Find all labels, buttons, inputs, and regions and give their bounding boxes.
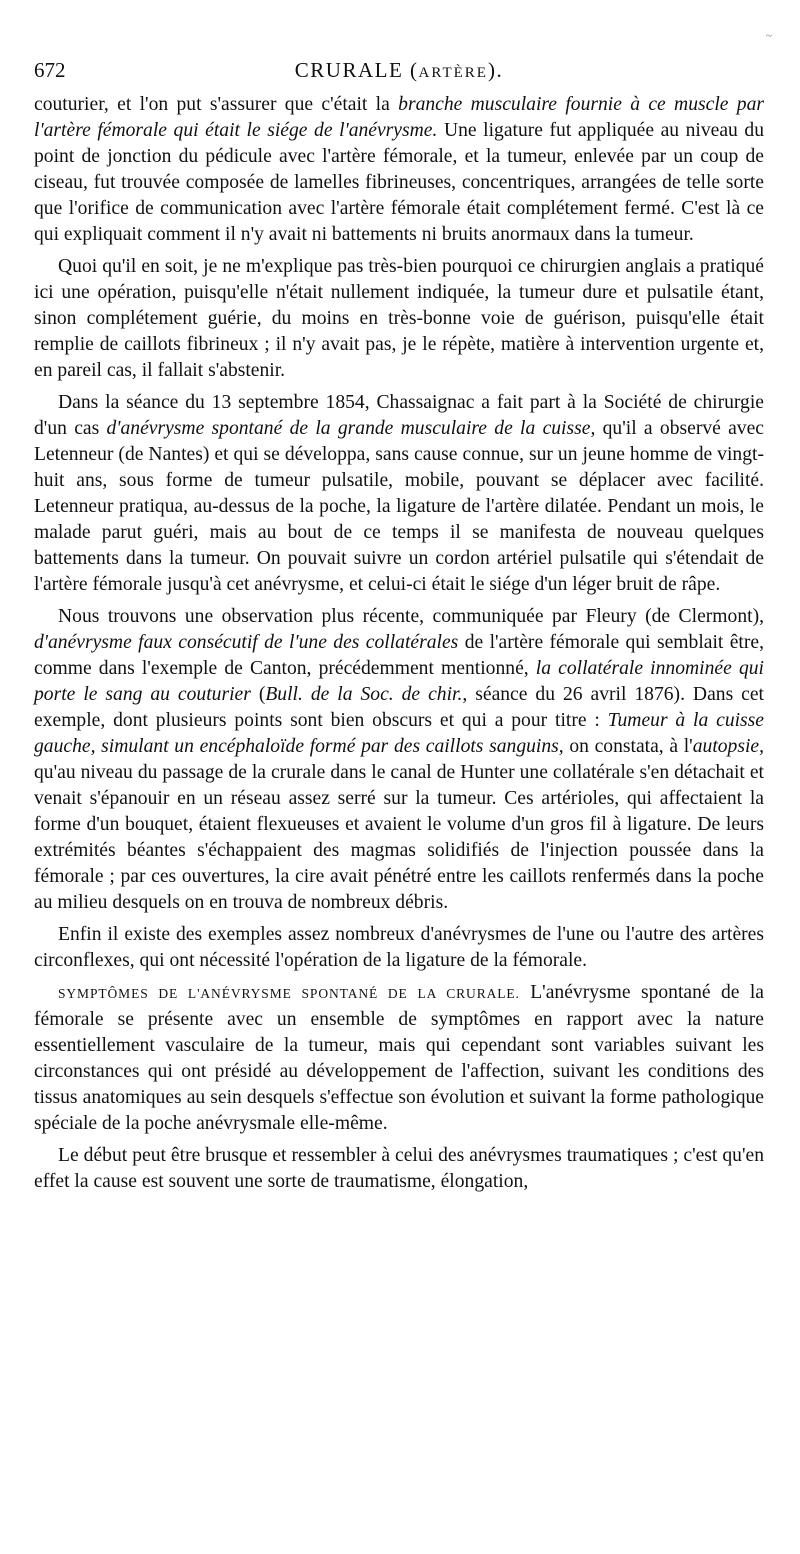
italic-run: Tumeur à la cuisse gauche, simulant un encéphaloïde formé par des caillots sanguins, <box>34 710 765 757</box>
paragraph-1 <box>34 92 764 248</box>
paragraph-6 <box>34 980 764 1137</box>
running-title-end: ). <box>487 58 504 82</box>
text-run: Nous trouvons une observation plus récente, communiquée par Fleury (de Clermont), <box>58 606 764 627</box>
text-run: Enfin il existe des exemples assez nombreux d'anévrysmes de l'une ou l'autre des artères circonflexes, qui ont nécessité l'opération de la ligature de la fémorale. <box>34 924 764 971</box>
text-run: Une ligature fut appliquée au niveau du point de jonction du pédicule avec l'artère fémorale, et la tumeur, enlevée par un coup de ciseau, fut trouvée composée de lamelles fibrineuses, concentriques, arrangées de telle sorte que l'orifice de communication avec l'artère fémorale était complétement fermé. C'est là ce qui expliquait comment il n'y avait ni battements ni bruits anormaux dans la tumeur. <box>34 120 764 245</box>
paragraph-4 <box>34 604 764 916</box>
page-header <box>34 58 764 92</box>
text-run: Dans la séance du 13 septembre 1854, Chassaignac a fait part à la Société de chirurgie d'un cas <box>34 392 764 439</box>
text-run: , séance du 26 avril 1876). Dans cet exemple, dont plusieurs points sont bien obscurs et qui a pour titre : <box>34 684 764 731</box>
italic-run: la collatérale innominée qui porte le sang au couturier <box>34 658 764 705</box>
running-title-small-caps: ARTÈRE <box>418 65 488 81</box>
italic-run: branche musculaire fournie à ce muscle par l'artère fémorale qui était le siége de l'anévrysme. <box>34 94 765 141</box>
text-run: qu'il a observé avec Letenneur (de Nantes) et qui se développa, sans cause connue, sur un jeune homme de vingt-huit ans, sous forme de tumeur pulsatile, mobile, pouvant se déplacer avec facilité. Letenneur pratiqua, au-dessus de la poche, la ligature de l'artère dilatée. Pendant un mois, le malade parut guéri, mais au bout de ce temps il se manifesta de nouveau quelques battements dans la tumeur. On pouvait suivre un cordon artériel pulsatile qui s'étendait de l'artère fémorale jusqu'à cet anévrysme, et celui-ci était le siége d'un léger bruit de râpe. <box>34 418 764 595</box>
paragraph-5 <box>34 922 764 974</box>
text-run: couturier, et l'on put s'assurer que c'était la <box>34 94 399 115</box>
page-number: 672 <box>34 58 66 82</box>
running-title <box>34 58 764 83</box>
corner-mark: ~ <box>766 30 772 42</box>
text-run: on constata, à l' <box>563 736 693 757</box>
page-body <box>34 92 764 1201</box>
section-heading: SYMPTÔMES DE L'ANÉVRYSME SPONTANÉ DE LA CRURALE. <box>58 986 520 1001</box>
italic-run: autopsie, <box>692 736 765 757</box>
paragraph-3 <box>34 390 764 598</box>
text-run: ( <box>250 684 266 705</box>
italic-run: d'anévrysme faux consécutif de l'une des collatérales <box>34 632 459 653</box>
paragraph-7 <box>34 1143 764 1195</box>
text-run: Quoi qu'il en soit, je ne m'explique pas très-bien pourquoi ce chirurgien anglais a pratiqué ici une opération, puisqu'elle n'était nullement indiquée, la tumeur dure et pulsatile étant, sinon complétement guérie, du moins en très-bonne voie de guérison, puisqu'elle était remplie de caillots fibrineux ; il n'y avait pas, je le répète, matière à intervention urgente et, en pareil cas, il fallait s'abstenir. <box>34 256 764 381</box>
text-run: L'anévrysme spontané de la fémorale se présente avec un ensemble de symptômes en rapport avec la nature essentiellement vasculaire de la tumeur, mais qui cependant sont variables suivant les circonstances qui ont présidé au développement de l'affection, suivant les conditions des tissus anatomiques au sein desquels s'effectue son évolution et suivant la forme pathologique spéciale de la poche anévrysmale elle-même. <box>34 982 764 1134</box>
text-run: Le début peut être brusque et ressembler à celui des anévrysmes traumatiques ; c'est qu'en effet la cause est souvent une sorte de traumatisme, élongation, <box>34 1145 764 1192</box>
text-run: qu'au niveau du passage de la crurale dans le canal de Hunter une collatérale s'en détachait et venait s'épanouir en un réseau assez serré sur la tumeur. Ces artérioles, qui affectaient la forme d'un bouquet, étaient flexueuses et avaient le volume d'un gros fil à ligature. De leurs extrémités béantes s'échappaient des magmas solidifiés de l'injection poussée dans la fémorale ; par ces ouvertures, la cire avait pénétré entre les caillots renfermés dans la poche au milieu desquels on en trouva de nombreux débris. <box>34 762 764 913</box>
italic-run: d'anévrysme spontané de la grande musculaire de la cuisse, <box>106 418 596 439</box>
running-title-main: CRURALE ( <box>294 58 419 82</box>
text-run: de l'artère fémorale qui semblait être, comme dans l'exemple de Canton, précédemment mentionné, <box>34 632 764 679</box>
citation: Bull. de la Soc. de chir. <box>265 684 463 705</box>
paragraph-2 <box>34 254 764 384</box>
